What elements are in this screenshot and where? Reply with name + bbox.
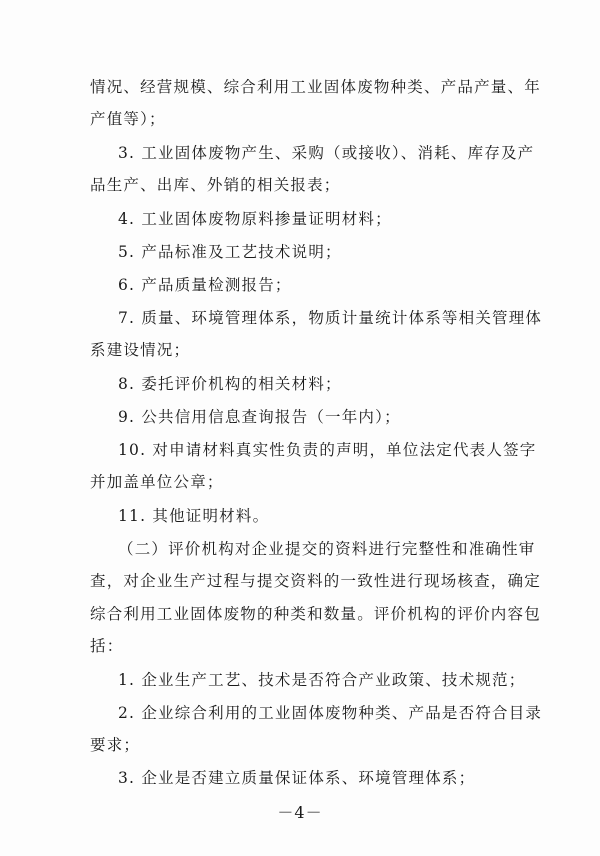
text-line: 并加盖单位公章； xyxy=(90,473,224,491)
text-line: 品生产、出库、外销的相关报表； xyxy=(90,176,341,194)
text-line: 10. 对申请材料真实性负责的声明，单位法定代表人签字 xyxy=(118,441,537,459)
text-line: 情况、经营规模、综合利用工业固体废物种类、产品产量、年 xyxy=(90,78,541,96)
text-line: （二）评价机构对企业提交的资料进行完整性和准确性审 xyxy=(118,540,536,558)
text-line: 5. 产品标准及工艺技术说明； xyxy=(118,243,342,261)
text-line: 产值等）； xyxy=(90,110,166,128)
text-line: 7. 质量、环境管理体系，物质计量统计体系等相关管理体 xyxy=(118,309,543,327)
text-line: 4. 工业固体废物原料掺量证明材料； xyxy=(118,210,392,228)
text-line: 3. 工业固体废物产生、采购（或接收）、消耗、库存及产 xyxy=(118,144,535,162)
text-line: 系建设情况； xyxy=(90,341,191,359)
text-line: 6. 产品质量检测报告； xyxy=(118,276,292,294)
text-line: 9. 公共信用信息查询报告（一年内）； xyxy=(118,408,401,426)
page-number: －4－ xyxy=(277,803,323,822)
text-line: 查，对企业生产过程与提交资料的一致性进行现场核查，确定 xyxy=(90,572,541,590)
text-line: 综合利用工业固体废物的种类和数量。评价机构的评价内容包 xyxy=(90,605,541,623)
text-line: 1. 企业生产工艺、技术是否符合产业政策、技术规范； xyxy=(118,671,526,689)
text-line: 8. 委托评价机构的相关材料； xyxy=(118,375,342,393)
text-line: 要求； xyxy=(90,736,141,754)
text-line: 3. 企业是否建立质量保证体系、环境管理体系； xyxy=(118,769,476,787)
text-line: 2. 企业综合利用的工业固体废物种类、产品是否符合目录 xyxy=(118,704,543,722)
text-line: 括： xyxy=(90,637,124,655)
text-line: 11. 其他证明材料。 xyxy=(118,507,270,525)
